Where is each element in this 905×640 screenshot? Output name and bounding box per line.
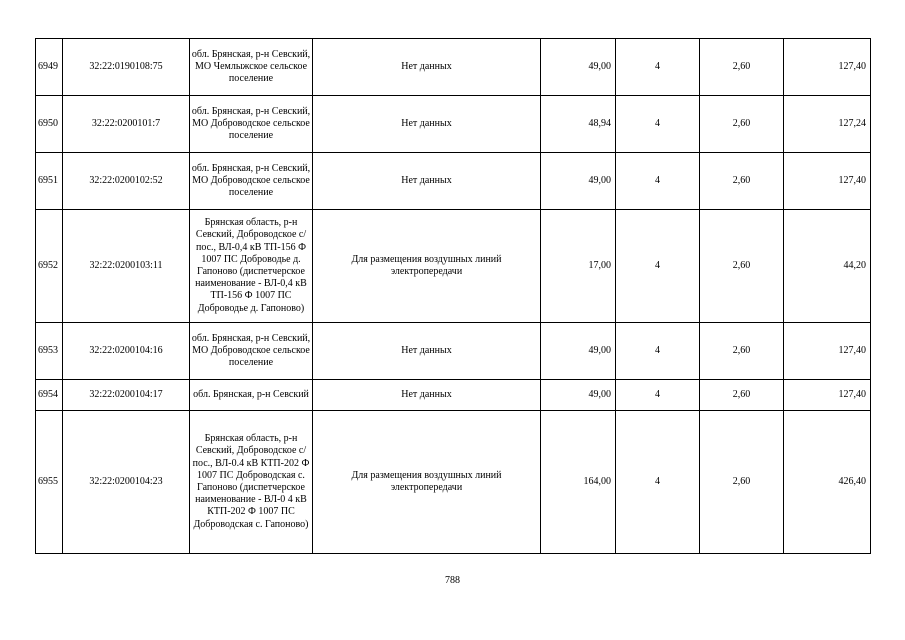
count: 4 <box>616 153 700 210</box>
area: 49,00 <box>541 323 616 380</box>
count: 4 <box>616 380 700 411</box>
area: 49,00 <box>541 39 616 96</box>
cadastral-number: 32:22:0200104:16 <box>63 323 190 380</box>
table-row <box>36 153 871 210</box>
cadastral-number: 32:22:0200102:52 <box>63 153 190 210</box>
area: 49,00 <box>541 380 616 411</box>
purpose: Нет данных <box>313 380 541 411</box>
table-row <box>36 96 871 153</box>
purpose: Для размещения воздушных линий электропередачи <box>313 210 541 323</box>
rate: 2,60 <box>700 39 784 96</box>
count: 4 <box>616 210 700 323</box>
address: обл. Брянская, р-н Севский, МО Доброводское сельское поселение <box>190 153 313 210</box>
rate: 2,60 <box>700 380 784 411</box>
area: 164,00 <box>541 411 616 554</box>
purpose: Нет данных <box>313 153 541 210</box>
address: обл. Брянская, р-н Севский <box>190 380 313 411</box>
count: 4 <box>616 411 700 554</box>
total: 127,24 <box>784 96 871 153</box>
row-number: 6949 <box>36 39 63 96</box>
row-number: 6951 <box>36 153 63 210</box>
total: 127,40 <box>784 323 871 380</box>
rate: 2,60 <box>700 210 784 323</box>
count: 4 <box>616 323 700 380</box>
rate: 2,60 <box>700 153 784 210</box>
table-row <box>36 210 871 323</box>
area: 17,00 <box>541 210 616 323</box>
page-number: 788 <box>445 575 460 586</box>
address: обл. Брянская, р-н Севский, МО Доброводское сельское поселение <box>190 96 313 153</box>
total: 127,40 <box>784 380 871 411</box>
address: Брянская область, р-н Севский, Доброводское с/пос., ВЛ-0,4 кВ ТП-156 Ф 1007 ПС Доброводье д. Гапоново (диспетчерское наименование - ВЛ-0,4 кВ ТП-156 Ф 1007 ПС Доброводье д. Гапоново) <box>190 210 313 323</box>
area: 48,94 <box>541 96 616 153</box>
rate: 2,60 <box>700 411 784 554</box>
address: Брянская область, р-н Севский, Доброводское с/пос., ВЛ-0.4 кВ КТП-202 Ф 1007 ПС Доброводская с. Гапоново (диспетчерское наименование - ВЛ-0 4 кВ КТП-202 Ф 1007 ПС Доброводская с. Гапоново) <box>190 411 313 554</box>
row-number: 6950 <box>36 96 63 153</box>
cadastral-number: 32:22:0200104:23 <box>63 411 190 554</box>
purpose: Нет данных <box>313 323 541 380</box>
purpose: Нет данных <box>313 39 541 96</box>
table-row <box>36 323 871 380</box>
table-row <box>36 380 871 411</box>
cadastral-number: 32:22:0200101:7 <box>63 96 190 153</box>
address: обл. Брянская, р-н Севский, МО Чемлыжское сельское поселение <box>190 39 313 96</box>
row-number: 6952 <box>36 210 63 323</box>
rate: 2,60 <box>700 96 784 153</box>
table-row <box>36 39 871 96</box>
row-number: 6953 <box>36 323 63 380</box>
count: 4 <box>616 96 700 153</box>
purpose: Для размещения воздушных линий электропередачи <box>313 411 541 554</box>
area: 49,00 <box>541 153 616 210</box>
purpose: Нет данных <box>313 96 541 153</box>
address: обл. Брянская, р-н Севский, МО Доброводское сельское поселение <box>190 323 313 380</box>
row-number: 6954 <box>36 380 63 411</box>
cadastral-table <box>35 38 871 554</box>
cadastral-number: 32:22:0190108:75 <box>63 39 190 96</box>
rate: 2,60 <box>700 323 784 380</box>
total: 426,40 <box>784 411 871 554</box>
cadastral-number: 32:22:0200104:17 <box>63 380 190 411</box>
cadastral-number: 32:22:0200103:11 <box>63 210 190 323</box>
row-number: 6955 <box>36 411 63 554</box>
count: 4 <box>616 39 700 96</box>
total: 127,40 <box>784 39 871 96</box>
total: 127,40 <box>784 153 871 210</box>
total: 44,20 <box>784 210 871 323</box>
table-row <box>36 411 871 554</box>
